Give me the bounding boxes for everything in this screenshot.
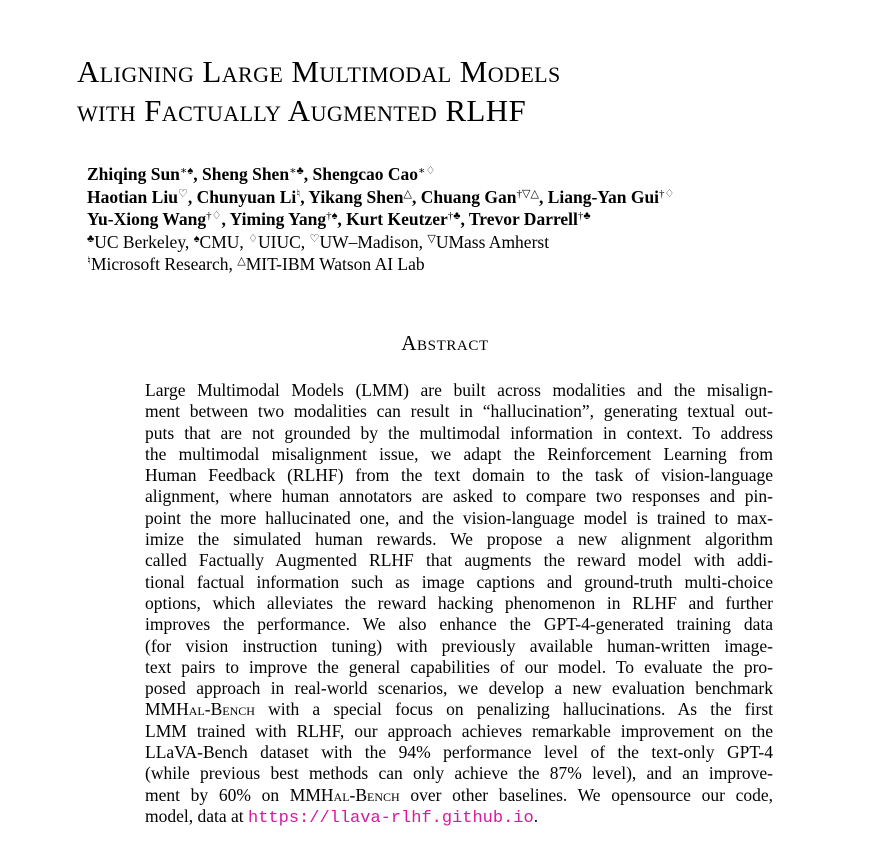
abstract-last-suffix: . xyxy=(533,805,539,826)
abstract-line: improves the performance. We also enhance the GPT-4-generated training data xyxy=(145,614,773,635)
author-name: Shengcao Cao xyxy=(312,164,419,184)
affiliation-name: UC Berkeley, xyxy=(94,231,194,252)
abstract-body xyxy=(145,380,773,827)
abstract-line: tional factual information such as image captions and ground-truth multi-choice xyxy=(145,571,773,592)
abstract-line: called Factually Augmented RLHF that augments the reward model with addi- xyxy=(145,550,773,571)
abstract-last-line xyxy=(145,806,773,827)
author-name: Yu-Xiong Wang xyxy=(87,209,207,229)
author-affiliation-marker: †♢ xyxy=(659,187,675,200)
author-affiliation-marker: †♢ xyxy=(206,210,222,222)
author-affiliation-marker: †♣ xyxy=(447,210,461,222)
affiliation-marker: △ xyxy=(237,255,246,267)
author-separator: , xyxy=(300,186,309,207)
author-separator: , xyxy=(411,186,421,207)
abstract-heading: Abstract xyxy=(401,331,489,355)
author-affiliation-marker: ∗♠ xyxy=(179,165,194,177)
author-name: Haotian Liu xyxy=(87,186,178,207)
affiliation-name: UIUC, xyxy=(258,231,310,252)
author-separator: , xyxy=(337,209,347,229)
affiliation-marker: ♮ xyxy=(87,255,91,267)
author-row-1 xyxy=(87,163,847,186)
abstract-line: Large Multimodal Models (LMM) are built across modalities and the misalign- xyxy=(145,380,773,400)
author-affiliation-marker: ♮ xyxy=(296,187,301,200)
author-separator: , xyxy=(538,186,548,207)
author-name: Yiming Yang xyxy=(229,209,327,229)
author-affiliation-marker: †♠ xyxy=(326,210,338,222)
benchmark-name: MMHal-Bench xyxy=(289,784,400,805)
author-separator: , xyxy=(460,209,469,229)
affiliation-marker: ♢ xyxy=(248,232,259,245)
abstract-line: (for vision instruction tuning) with previously available human-written image- xyxy=(145,635,773,656)
author-affiliation-marker: ∗♣ xyxy=(289,165,304,177)
paper-title xyxy=(77,52,837,130)
author-name: Sheng Shen xyxy=(202,164,290,184)
author-name: Liang-Yan Gui xyxy=(547,186,660,207)
affiliation-marker: ♡ xyxy=(309,232,320,245)
abstract-line: LLaVA-Bench dataset with the 94% performance level of the text-only GPT-4 xyxy=(145,742,773,763)
abstract-line: ment by 60% on MMHal-Bench over other baselines. We opensource our code, xyxy=(145,784,773,805)
affiliation-marker: ♣ xyxy=(87,232,95,245)
abstract-last-prefix: model, data at xyxy=(145,805,249,826)
author-name: Kurt Keutzer xyxy=(346,209,448,229)
abstract-line: puts that are not grounded by the multimodal information in context. To address xyxy=(145,422,773,443)
affiliation-name: Microsoft Research, xyxy=(90,254,238,274)
title-line-1: Aligning Large Multimodal Models xyxy=(77,54,561,89)
author-name: Chunyuan Li xyxy=(196,186,297,207)
author-block xyxy=(87,163,847,276)
author-name: Yikang Shen xyxy=(308,186,404,207)
author-row-3 xyxy=(87,208,847,231)
affiliation-name: UW–Madison, xyxy=(319,231,428,252)
author-row-2 xyxy=(87,186,847,209)
author-name: Zhiqing Sun xyxy=(87,164,180,184)
affiliation-marker: ♠ xyxy=(193,232,200,245)
affiliation-row-1 xyxy=(87,231,847,254)
abstract-line: text pairs to improve the general capabilities of our model. To evaluate the pro- xyxy=(145,656,773,677)
affiliation-row-2 xyxy=(87,253,847,276)
abstract-line: alignment, where human annotators are asked to compare two responses and pin- xyxy=(145,486,773,507)
abstract-line: options, which alleviates the reward hacking phenomenon in RLHF and further xyxy=(145,592,773,613)
affiliation-name: CMU, xyxy=(199,231,249,252)
abstract-line: ment between two modalities can result in “hallucination”, generating textual out- xyxy=(145,401,773,422)
author-separator: , xyxy=(303,164,313,184)
abstract-line: Human Feedback (RLHF) from the text domain to the task of vision-language xyxy=(145,465,773,486)
author-affiliation-marker: ♡ xyxy=(177,187,188,200)
abstract-line: LMM trained with RLHF, our approach achieves remarkable improvement on the xyxy=(145,720,773,741)
affiliation-name: UMass Amherst xyxy=(435,231,550,252)
author-affiliation-marker: †▽△ xyxy=(516,187,539,200)
author-separator: , xyxy=(193,164,202,184)
affiliation-name: MIT-IBM Watson AI Lab xyxy=(245,254,425,274)
benchmark-name: MMHal-Bench xyxy=(145,699,255,720)
title-line-2: with Factually Augmented RLHF xyxy=(77,93,527,128)
abstract-line: the multimodal misalignment issue, we adapt the Reinforcement Learning from xyxy=(145,443,773,464)
author-affiliation-marker: ∗♢ xyxy=(418,165,436,177)
author-separator: , xyxy=(187,186,197,207)
author-affiliation-marker: △ xyxy=(403,187,412,200)
abstract-line: point the more hallucinated one, and the vision-language model is trained to max- xyxy=(145,507,773,528)
author-separator: , xyxy=(221,209,230,229)
abstract-line: posed approach in real-world scenarios, we develop a new evaluation benchmark xyxy=(145,678,773,699)
project-link[interactable]: https://llava-rlhf.github.io xyxy=(248,808,534,828)
abstract-line: imize the simulated human rewards. We propose a new alignment algorithm xyxy=(145,529,773,550)
abstract-line: (while previous best methods can only achieve the 87% level), and an improve- xyxy=(145,763,773,784)
author-name: Trevor Darrell xyxy=(468,209,578,229)
abstract-line: MMHal-Bench with a special focus on penalizing hallucinations. As the first xyxy=(145,699,773,720)
author-affiliation-marker: †♣ xyxy=(577,210,591,222)
affiliation-marker: ▽ xyxy=(427,232,436,245)
author-name: Chuang Gan xyxy=(420,186,517,207)
